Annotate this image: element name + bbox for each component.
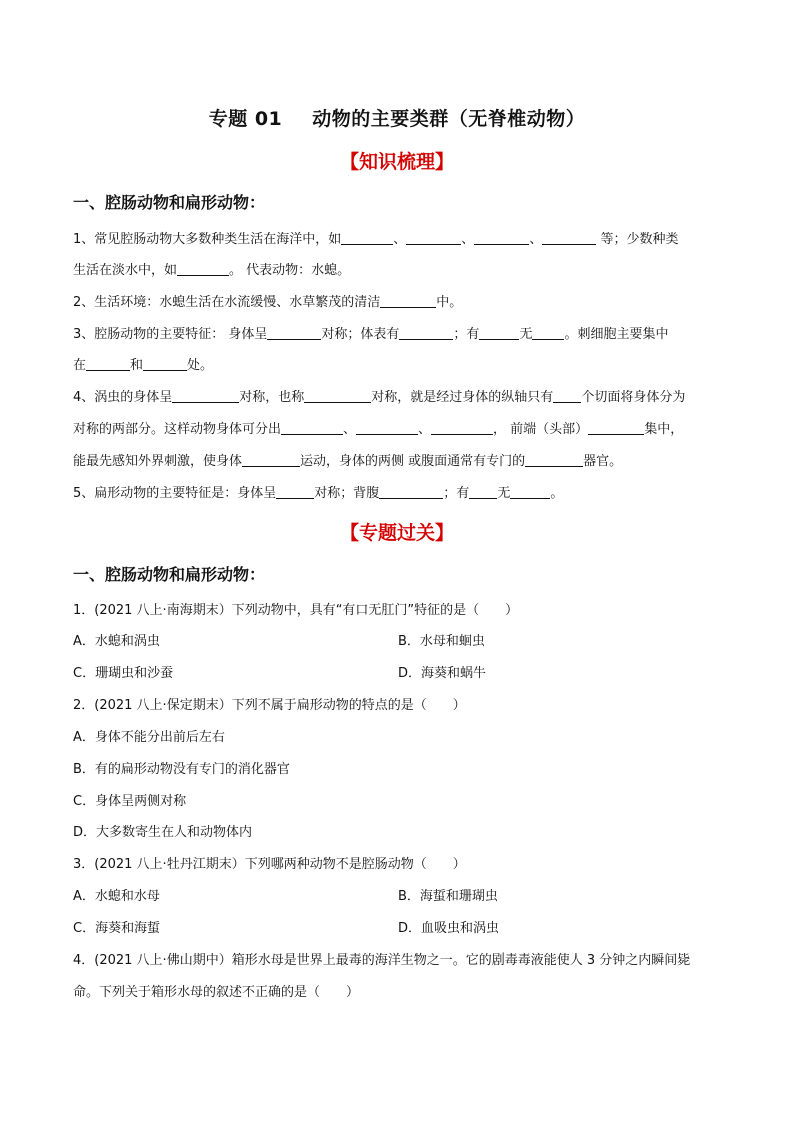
blank[interactable] — [474, 232, 529, 245]
blank[interactable] — [525, 454, 583, 467]
text-segment: ， 前端（头部） — [493, 422, 589, 437]
question-2-option-c[interactable]: C．身体呈两侧对称 — [73, 794, 187, 809]
question-2-option-d[interactable]: D．大多数寄生在人和动物体内 — [73, 825, 253, 840]
blank[interactable] — [553, 390, 581, 403]
knowledge-item-1-line-1 — [73, 232, 678, 248]
text-segment: 。刺细胞主要集中 — [564, 327, 669, 342]
question-3-option-d[interactable]: D．血吸虫和涡虫 — [398, 921, 500, 936]
question-1-stem: 1．(2021 八上·南海期末）下列动物中，具有“有口无肛门”特征的是（ ） — [73, 603, 519, 618]
text-segment: 4、涡虫的身体呈 — [73, 390, 173, 405]
text-segment: 对称；体表有 — [321, 327, 400, 342]
question-3-option-b[interactable]: B．海蜇和珊瑚虫 — [398, 889, 498, 904]
page-title — [0, 104, 794, 131]
text-segment: 。 代表动物：水螅。 — [229, 263, 351, 278]
blank[interactable] — [379, 486, 443, 499]
blank[interactable] — [479, 327, 519, 340]
question-3-option-c[interactable]: C．海葵和海蜇 — [73, 921, 161, 936]
question-1-option-d[interactable]: D．海葵和蜗牛 — [398, 666, 487, 681]
question-2-stem: 2．(2021 八上·保定期末）下列不属于扁形动物的特点的是（ ） — [73, 698, 466, 713]
text-segment: 、 — [418, 422, 432, 437]
blank[interactable] — [267, 327, 321, 340]
text-segment: 个切面将身体分为 — [581, 390, 686, 405]
text-segment: 5、扁形动物的主要特征是：身体呈 — [73, 486, 277, 501]
knowledge-item-2 — [73, 295, 462, 311]
blank[interactable] — [406, 232, 461, 245]
text-segment: 集中， — [644, 422, 684, 437]
text-segment: 器官。 — [583, 454, 623, 469]
blank[interactable] — [177, 263, 229, 276]
blank[interactable] — [304, 390, 371, 403]
text-segment: 、 — [461, 232, 475, 247]
blank[interactable] — [542, 232, 596, 245]
knowledge-item-3-line-2 — [73, 358, 213, 374]
blank[interactable] — [143, 358, 187, 371]
blank[interactable] — [399, 327, 453, 340]
knowledge-item-4-line-2 — [73, 422, 683, 438]
knowledge-item-3-line-1 — [73, 327, 668, 343]
question-4-stem-line-1: 4．(2021 八上·佛山期中）箱形水母是世界上最毒的海洋生物之一。它的剧毒毒液能使人 3 分钟之内瞬间毙 — [73, 953, 691, 968]
question-4-stem-line-2: 命。下列关于箱形水母的叙述不正确的是（ ） — [73, 985, 360, 1000]
question-1-option-c[interactable]: C．珊瑚虫和沙蚕 — [73, 666, 174, 681]
question-3-option-a[interactable]: A．水螅和水母 — [73, 889, 160, 904]
blank[interactable] — [380, 295, 436, 308]
text-segment: 无 — [519, 327, 533, 342]
title-number: 专题 01 — [208, 108, 283, 130]
text-segment: ；有 — [453, 327, 480, 342]
question-1-option-a[interactable]: A．水螅和涡虫 — [73, 634, 160, 649]
text-segment: 中。 — [436, 295, 463, 310]
blank[interactable] — [588, 422, 644, 435]
blank[interactable] — [276, 486, 314, 499]
blank[interactable] — [532, 327, 564, 340]
question-1-option-b[interactable]: B．水母和蛔虫 — [398, 634, 485, 649]
text-segment: 等；少数种类 — [596, 232, 679, 247]
blank[interactable] — [469, 486, 497, 499]
blank[interactable] — [341, 232, 393, 245]
text-segment: 对称；背腹 — [314, 486, 380, 501]
title-topic: 动物的主要类群（无脊椎动物） — [312, 108, 586, 130]
question-3-stem: 3．(2021 八上·牡丹江期末）下列哪两种动物不是腔肠动物（ ） — [73, 857, 466, 872]
blank[interactable] — [281, 422, 343, 435]
blank[interactable] — [86, 358, 130, 371]
text-segment: 2、生活环境：水螅生活在水流缓慢、水草繁茂的清洁 — [73, 295, 381, 310]
text-segment: 、 — [529, 232, 543, 247]
text-segment: 、 — [343, 422, 357, 437]
blank[interactable] — [242, 454, 300, 467]
text-segment: 生活在淡水中，如 — [73, 263, 178, 278]
text-segment: 。 — [550, 486, 564, 501]
text-segment: 和 — [130, 358, 144, 373]
question-2-option-a[interactable]: A．身体不能分出前后左右 — [73, 730, 225, 745]
question-2-option-b[interactable]: B．有的扁形动物没有专门的消化器官 — [73, 762, 290, 777]
knowledge-item-4-line-3 — [73, 454, 622, 470]
text-segment: ；有 — [443, 486, 470, 501]
knowledge-item-4-line-1 — [73, 390, 685, 406]
blank[interactable] — [356, 422, 418, 435]
practice-banner: 【专题过关】 — [339, 522, 454, 544]
text-segment: 能最先感知外界刺激，使身体 — [73, 454, 243, 469]
section-heading-knowledge: 一、腔肠动物和扁形动物： — [73, 193, 266, 212]
blank[interactable] — [172, 390, 239, 403]
text-segment: 处。 — [187, 358, 214, 373]
text-segment: 对称，也称 — [239, 390, 305, 405]
text-segment: 对称，就是经过身体的纵轴只有 — [371, 390, 554, 405]
section-heading-practice: 一、腔肠动物和扁形动物： — [73, 565, 266, 584]
text-segment: 3、腔肠动物的主要特征： 身体呈 — [73, 327, 268, 342]
blank[interactable] — [510, 486, 550, 499]
text-segment: 运动，身体的两侧 或腹面通常有专门的 — [300, 454, 526, 469]
text-segment: 无 — [497, 486, 511, 501]
knowledge-banner: 【知识梳理】 — [339, 151, 454, 173]
text-segment: 1、常见腔肠动物大多数种类生活在海洋中，如 — [73, 232, 342, 247]
blank[interactable] — [431, 422, 493, 435]
knowledge-item-1-line-2 — [73, 263, 350, 279]
text-segment: 在 — [73, 358, 87, 373]
knowledge-item-5 — [73, 486, 563, 502]
text-segment: 对称的两部分。这样动物身体可分出 — [73, 422, 282, 437]
text-segment: 、 — [393, 232, 407, 247]
